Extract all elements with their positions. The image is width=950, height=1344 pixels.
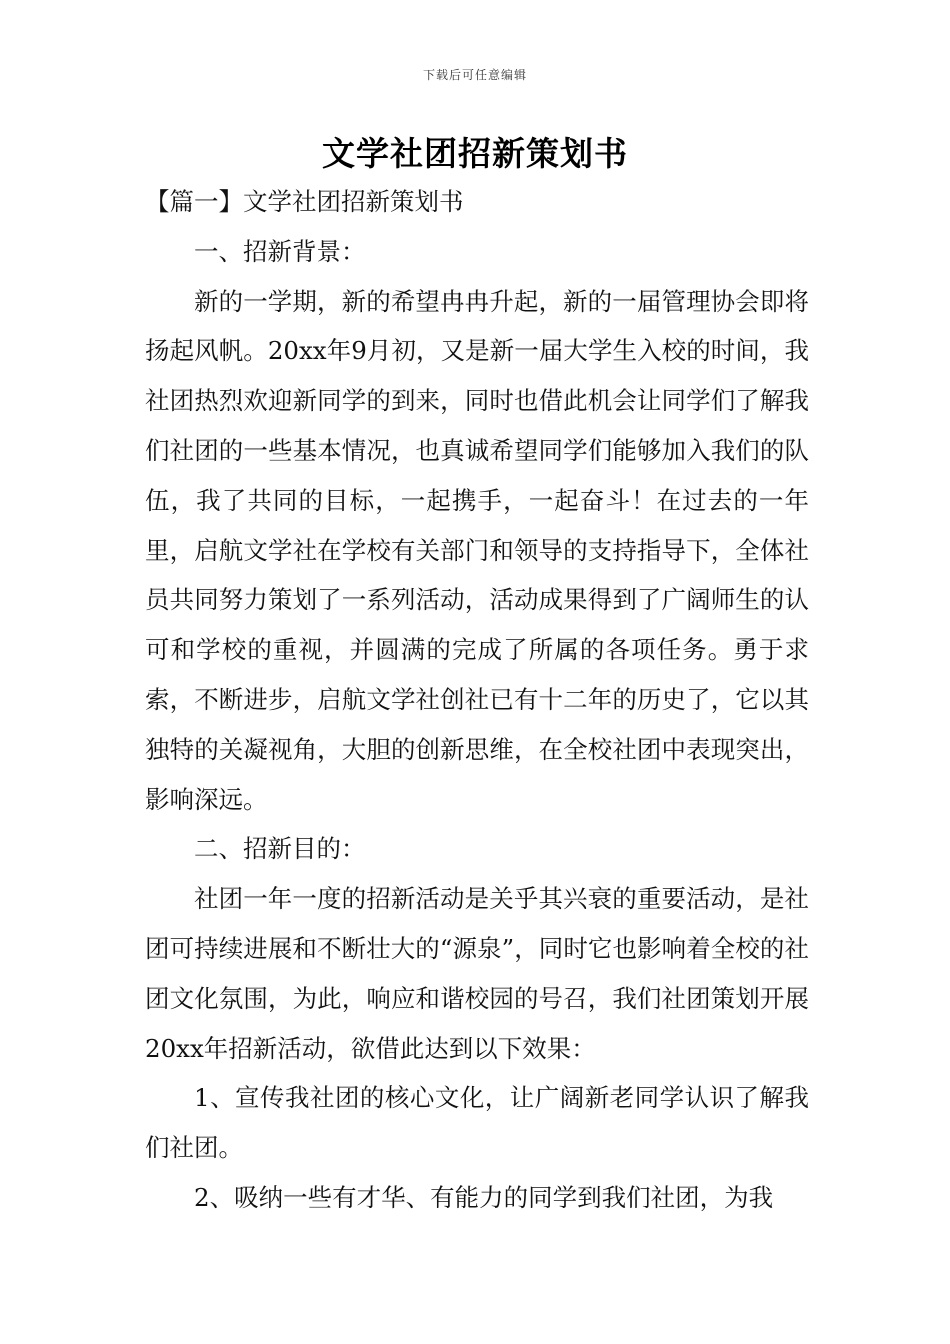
section-heading-purpose: 二、招新目的： [194, 834, 366, 864]
paragraph-purpose-intro: 社团一年一度的招新活动是关乎其兴衰的重要活动，是社团可持续进展和不断壮大的“源泉”，同时它也影响着全校的社团文化氛围，为此，响应和谐校园的号召，我们社团策划开展20xx年招新活动，欲借此达到以下效果： [145, 884, 809, 1063]
paragraph-purpose-item-2: 2、吸纳一些有才华、有能力的同学到我们社团，为我 [194, 1182, 774, 1212]
document-body [145, 177, 809, 1223]
part-label: 【篇一】文学社团招新策划书 [145, 187, 464, 216]
paragraph-background: 新的一学期，新的希望冉冉升起，新的一届管理协会即将扬起风帆。20xx年9月初，又是新一届大学生入校的时间，我社团热烈欢迎新同学的到来，同时也借此机会让同学们了解我们社团的一些基本情况，也真诚希望同学们能够加入我们的队伍，我了共同的目标，一起携手，一起奋斗！在过去的一年里，启航文学社在学校有关部门和领导的支持指导下，全体社员共同努力策划了一系列活动，活动成果得到了广阔师生的认可和学校的重视，并圆满的完成了所属的各项任务。勇于求索，不断进步，启航文学社创社已有十二年的历史了，它以其独特的关凝视角，大胆的创新思维，在全校社团中表现突出，影响深远。 [145, 286, 809, 814]
paragraph-purpose-item-1: 1、宣传我社团的核心文化，让广阔新老同学认识了解我们社团。 [145, 1083, 809, 1163]
document-title: 文学社团招新策划书 [322, 134, 628, 173]
header-note: 下载后可任意编辑 [422, 68, 527, 82]
section-heading-background: 一、招新背景： [194, 236, 366, 266]
